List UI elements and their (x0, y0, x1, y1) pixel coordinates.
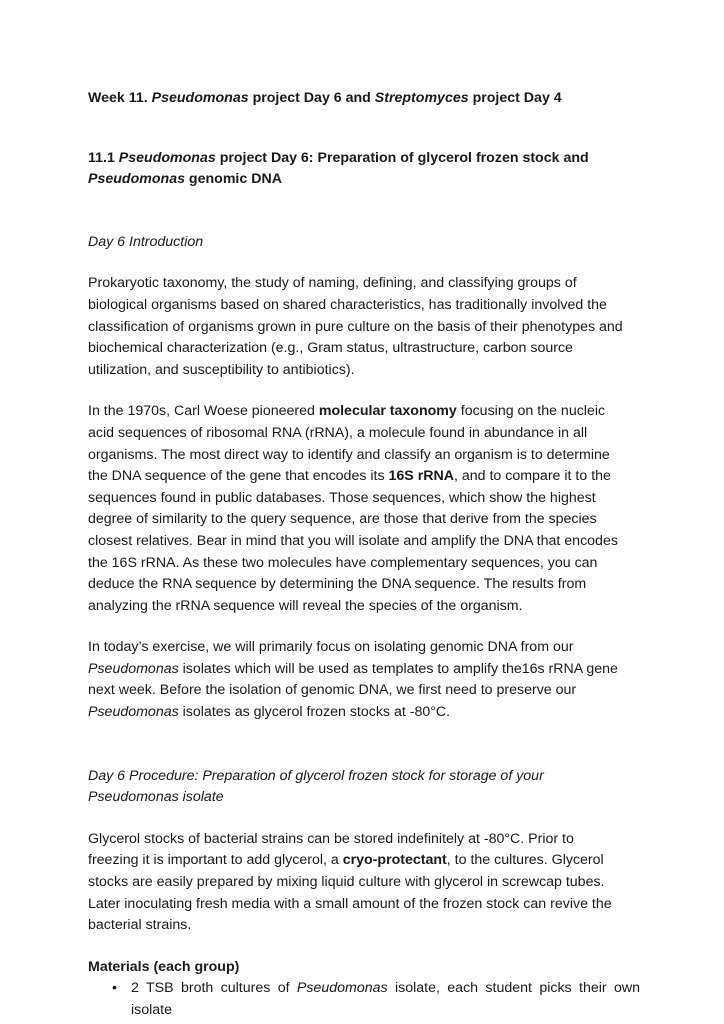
para4-text: Later inoculating fresh media with a small amount of the frozen stock can revive the (88, 895, 612, 912)
para2-text: sequences found in public databases. Those sequences, which show the highest (88, 489, 596, 506)
bullet-icon: • (112, 980, 117, 997)
para2-text: acid sequences of ribosomal RNA (rRNA), a molecule found in abundance in all (88, 424, 588, 441)
para2-text: deduce the RNA sequence by determining the DNA sequence. The results from (88, 576, 587, 593)
procedure-heading (88, 766, 640, 809)
term-16s-rrna: 16S rRNA (388, 468, 454, 485)
para3-text: isolates as glycerol frozen stocks at -80°C. (178, 704, 451, 721)
para4-text: freezing it is important to add glycerol, a (88, 852, 343, 869)
paragraph-woese (88, 401, 640, 617)
para2-text: In the 1970s, Carl Woese pioneered (88, 403, 319, 420)
para1-line: Prokaryotic taxonomy, the study of naming, defining, and classifying groups of (88, 275, 577, 292)
para4-text: stocks are easily prepared by mixing liquid culture with glycerol in screwcap tubes. (88, 874, 605, 891)
heading-org2: Streptomyces (374, 90, 469, 106)
para1-line: classification of organisms grown in pure culture on the basis of their phenotypes and (88, 318, 623, 335)
material-text: isolate, each student picks their own isolate (131, 980, 640, 1018)
para2-text: , and to compare it to the (453, 468, 611, 485)
document-page (88, 88, 640, 1022)
heading-suffix: project Day 4 (468, 90, 562, 106)
term-molecular-taxonomy: molecular taxonomy (318, 403, 457, 420)
section-mid: project Day 6: Preparation of glycerol frozen stock and (215, 149, 589, 166)
para1-line: biological organisms based on shared characteristics, has traditionally involved the (88, 296, 607, 313)
term-cryo-protectant: cryo-protectant (342, 852, 447, 869)
procedure-heading-line: Day 6 Procedure: Preparation of glycerol frozen stock for storage of your (88, 767, 544, 784)
para2-text: the DNA sequence of the gene that encodes its (88, 468, 389, 485)
page-heading (88, 88, 640, 110)
heading-mid: project Day 6 and (248, 90, 375, 106)
section-org2: Pseudomonas (88, 171, 185, 188)
para1-line: biochemical characterization (e.g., Gram status, ultrastructure, carbon source (88, 340, 573, 357)
para4-text: bacterial strains. (88, 917, 192, 934)
para2-text: organisms. The most direct way to identify and classify an organism is to determine (88, 446, 610, 463)
section-suffix: genomic DNA (184, 171, 282, 188)
paragraph-taxonomy (88, 273, 640, 381)
paragraph-exercise (88, 637, 640, 723)
heading-prefix: Week 11. (88, 90, 152, 106)
para2-text: closest relatives. Bear in mind that you will isolate and amplify the DNA that encodes (88, 532, 618, 549)
material-text: 2 TSB broth cultures of (131, 980, 297, 997)
section-num: 11.1 (88, 149, 119, 166)
materials-heading: Materials (each group) (88, 958, 240, 975)
para3-text: In today’s exercise, we will primarily focus on isolating genomic DNA from our (88, 639, 574, 656)
intro-heading: Day 6 Introduction (88, 233, 204, 250)
para3-org: Pseudomonas (88, 704, 179, 721)
para2-text: degree of similarity to the query sequence, are those that derive from the species (88, 511, 597, 528)
paragraph-glycerol (88, 829, 640, 937)
material-org: Pseudomonas (296, 980, 388, 997)
procedure-heading-line: Pseudomonas isolate (88, 789, 224, 806)
para1-line: utilization, and susceptibility to antibiotics). (88, 361, 355, 378)
materials-list (88, 978, 640, 1021)
heading-org1: Pseudomonas (151, 90, 249, 106)
list-item (88, 978, 640, 1021)
para2-text: the 16S rRNA. As these two molecules have complementary sequences, you can (88, 554, 598, 571)
para4-text: Glycerol stocks of bacterial strains can be stored indefinitely at -80°C. Prior to (88, 830, 574, 847)
section-title (88, 148, 640, 191)
para2-text: focusing on the nucleic (456, 403, 606, 420)
para3-org: Pseudomonas (88, 660, 179, 677)
para4-text: , to the cultures. Glycerol (446, 852, 604, 869)
section-org1: Pseudomonas (118, 149, 216, 166)
para3-text: isolates which will be used as templates to amplify the16s rRNA gene (178, 660, 618, 677)
para2-text: analyzing the rRNA sequence will reveal the species of the organism. (88, 597, 523, 614)
para3-text: next week. Before the isolation of genomic DNA, we first need to preserve our (88, 682, 577, 699)
